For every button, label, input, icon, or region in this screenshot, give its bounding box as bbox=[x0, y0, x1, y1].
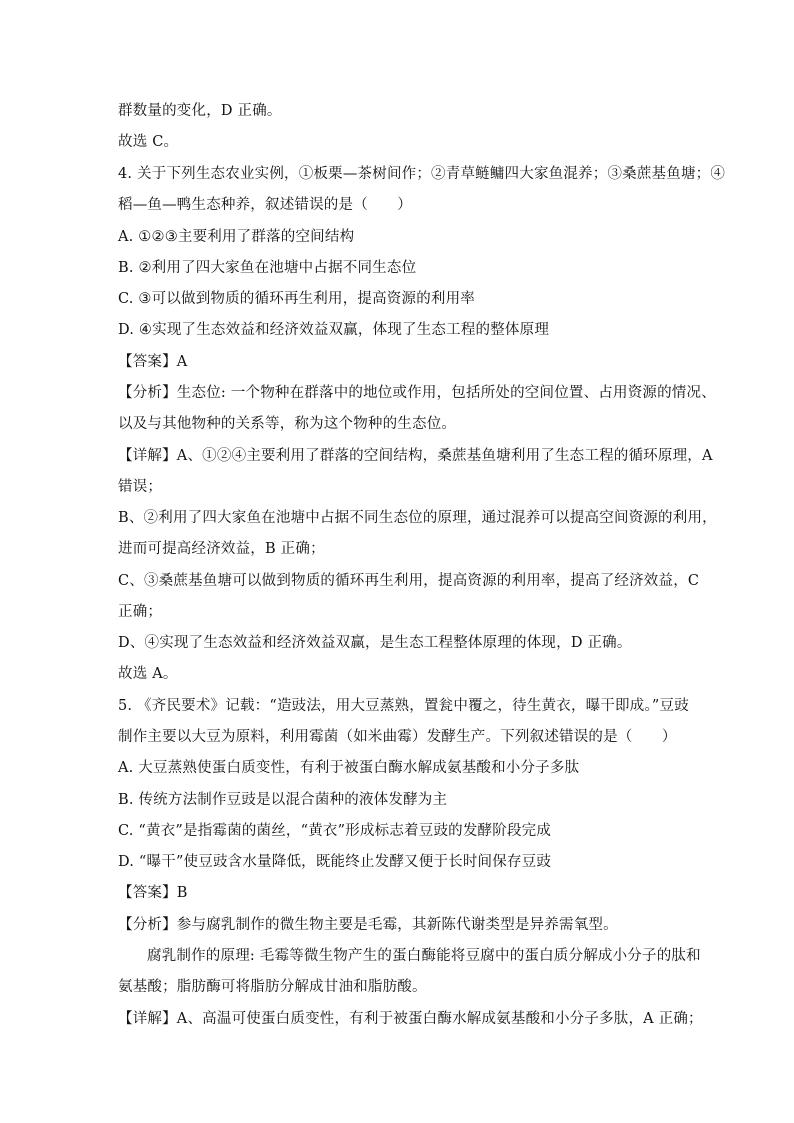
explanation-line: 正确； bbox=[118, 604, 163, 620]
text-line: 群数量的变化，D 正确。 bbox=[118, 103, 282, 119]
explanation-line: B、②利用了四大家鱼在池塘中占据不同生态位的原理，通过混养可以提高空间资源的利用， bbox=[118, 510, 717, 526]
answer-label: 【答案】B bbox=[118, 885, 188, 901]
question-5-option-a: A. 大豆蒸熟使蛋白质变性，有利于被蛋白酶水解成氨基酸和小分子多肽 bbox=[118, 760, 580, 776]
explanation-line: C、③桑蔗基鱼塘可以做到物质的循环再生利用，提高资源的利用率，提高了经济效益，C bbox=[118, 573, 700, 589]
analysis-line: 腐乳制作的原理: 毛霉等微生物产生的蛋白酶能将豆腐中的蛋白质分解成小分子的肽和 bbox=[147, 948, 701, 964]
question-4-option-d: D. ④实现了生态效益和经济效益双赢，体现了生态工程的整体原理 bbox=[118, 322, 550, 338]
final-choice: 故选 A。 bbox=[118, 666, 178, 682]
text-line: 故选 C。 bbox=[118, 134, 179, 150]
explanation-line: 【详解】A、高温可使蛋白质变性，有利于被蛋白酶水解成氨基酸和小分子多肽，A 正确； bbox=[118, 1011, 703, 1027]
question-4-option-a: A. ①②③主要利用了群落的空间结构 bbox=[118, 229, 355, 245]
question-5-option-d: D. “曝干”使豆豉含水量降低，既能终止发酵又便于长时间保存豆豉 bbox=[118, 854, 552, 870]
question-5-stem-cont: 制作主要以大豆为原料，利用霉菌（如米曲霉）发酵生产。下列叙述错误的是（ ） bbox=[118, 729, 677, 745]
question-4-option-c: C. ③可以做到物质的循环再生利用，提高资源的利用率 bbox=[118, 291, 475, 307]
question-4-option-b: B. ②利用了四大家鱼在池塘中占据不同生态位 bbox=[118, 260, 417, 276]
question-5-option-c: C. “黄衣”是指霉菌的菌丝，“黄衣”形成标志着豆豉的发酵阶段完成 bbox=[118, 823, 552, 839]
question-4-stem: 4. 关于下列生态农业实例，①板栗—茶树间作；②青草鲢鳙四大家鱼混养；③桑蔗基鱼塘；④ bbox=[118, 166, 726, 182]
question-4-stem-cont: 稻—鱼—鸭生态种养，叙述错误的是（ ） bbox=[118, 197, 412, 213]
answer-label: 【答案】A bbox=[118, 354, 188, 370]
explanation-line: 错误； bbox=[118, 479, 163, 495]
analysis-line: 以及与其他物种的关系等，称为这个物种的生态位。 bbox=[118, 416, 457, 432]
explanation-line: 【详解】A、①②④主要利用了群落的空间结构，桑蔗基鱼塘利用了生态工程的循环原理，A bbox=[118, 448, 713, 464]
question-5-option-b: B. 传统方法制作豆豉是以混合菌种的液体发酵为主 bbox=[118, 792, 448, 808]
question-5-stem: 5. 《齐民要术》记载：“造豉法，用大豆蒸熟，置瓮中覆之，待生黄衣，曝干即成。”豆豉 bbox=[118, 698, 689, 714]
analysis-line: 【分析】参与腐乳制作的微生物主要是毛霉，其新陈代谢类型是异养需氧型。 bbox=[118, 917, 618, 933]
analysis-line: 氨基酸；脂肪酶可将脂肪分解成甘油和脂肪酸。 bbox=[118, 979, 427, 995]
analysis-line: 【分析】生态位: 一个物种在群落中的地位或作用，包括所处的空间位置、占用资源的情况、 bbox=[118, 385, 716, 401]
explanation-line: D、④实现了生态效益和经济效益双赢，是生态工程整体原理的体现，D 正确。 bbox=[118, 635, 632, 651]
explanation-line: 进而可提高经济效益，B 正确； bbox=[118, 541, 325, 557]
